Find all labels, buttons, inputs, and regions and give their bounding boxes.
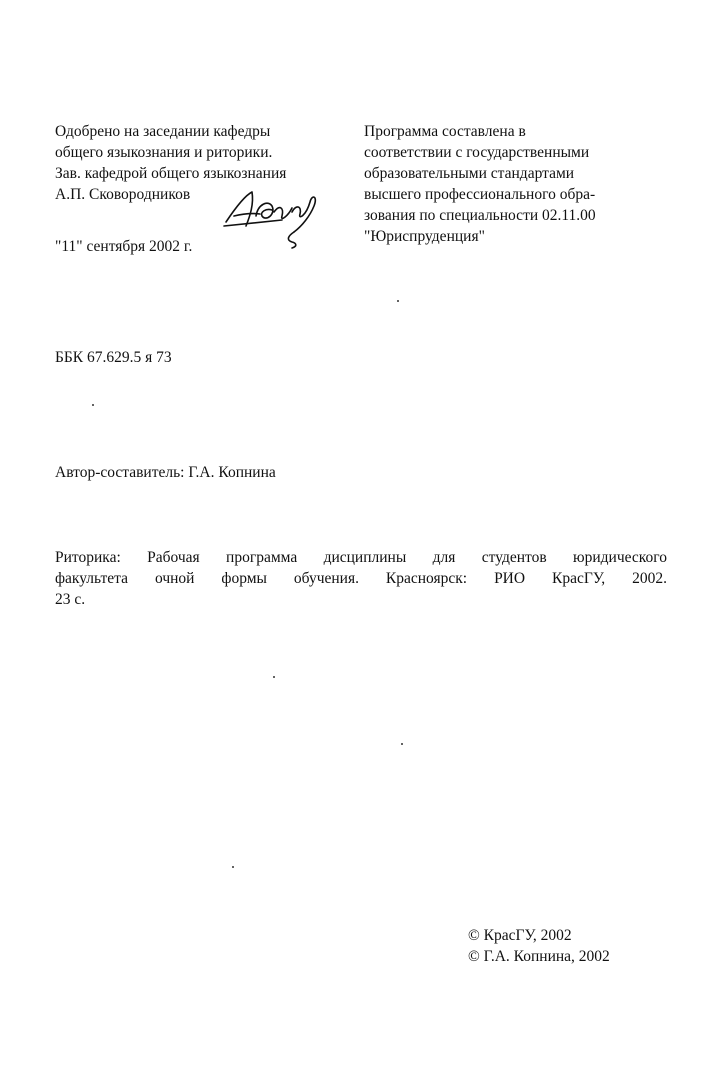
bibliographic-description xyxy=(55,547,667,610)
approval-line-3: Зав. кафедрой общего языкознания xyxy=(55,165,287,182)
signature-icon xyxy=(222,186,332,250)
program-line-2: соответствии с государственными xyxy=(364,144,590,161)
copyright-block xyxy=(468,925,610,967)
description-line-2: факультета очной формы обучения. Красноярск: РИО КрасГУ, 2002. xyxy=(55,570,667,587)
description-line-1: Риторика: Рабочая программа дисциплины для студентов юридического xyxy=(55,549,667,566)
program-line-1: Программа составлена в xyxy=(364,123,526,140)
scan-speck xyxy=(92,404,94,406)
approval-date: "11" сентября 2002 г. xyxy=(55,238,193,255)
bbk-code: ББК 67.629.5 я 73 xyxy=(55,349,172,366)
approval-line-2: общего языкознания и риторики. xyxy=(55,144,273,161)
program-line-5: зования по специальности 02.11.00 xyxy=(364,207,596,224)
description-line-3: 23 с. xyxy=(55,591,86,608)
scan-speck xyxy=(397,300,399,302)
program-line-3: образовательными стандартами xyxy=(364,165,575,182)
scan-speck xyxy=(401,743,403,745)
approval-line-4: А.П. Сковородников xyxy=(55,186,191,203)
scan-speck xyxy=(273,676,275,678)
copyright-line-1: © КрасГУ, 2002 xyxy=(468,927,572,944)
program-line-4: высшего профессионального обра- xyxy=(364,186,596,203)
program-block xyxy=(364,121,664,247)
author-line: Автор-составитель: Г.А. Копнина xyxy=(55,464,276,481)
scan-speck xyxy=(232,866,234,868)
approval-line-1: Одобрено на заседании кафедры xyxy=(55,123,271,140)
copyright-line-2: © Г.А. Копнина, 2002 xyxy=(468,948,610,965)
program-line-6: "Юриспруденция" xyxy=(364,228,485,245)
